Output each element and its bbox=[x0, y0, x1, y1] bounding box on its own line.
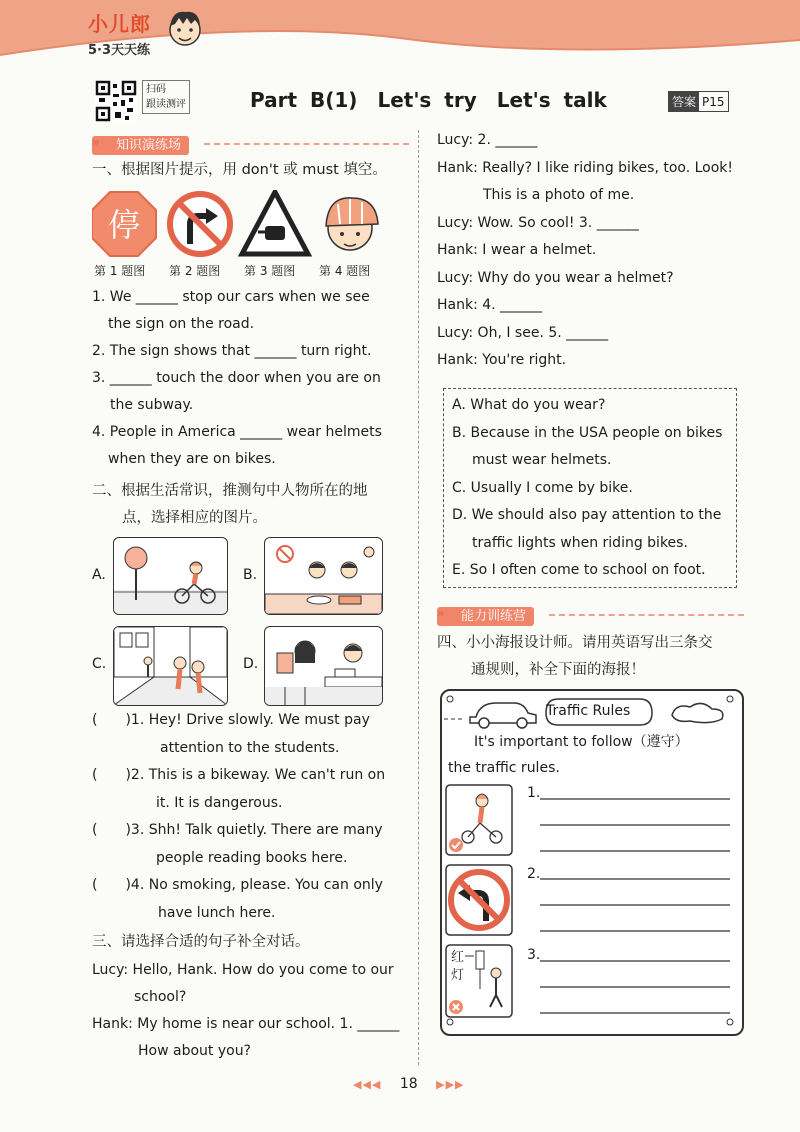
option-e: E. So I often come to school on foot. bbox=[452, 562, 706, 578]
dialog-left bbox=[92, 957, 402, 1065]
page-title: Part B(1) Let's try Let's talk bbox=[250, 88, 607, 112]
sign-caption: 第 3 题图 bbox=[244, 264, 296, 278]
poster-intro-line1: It's important to follow（遵守） bbox=[474, 734, 689, 750]
list-item: 2. The sign shows that ______ turn right. bbox=[92, 343, 372, 359]
stop-sign-char: 停 bbox=[107, 206, 141, 244]
list-item: ( )2. This is a bikeway. We can't run on bbox=[92, 767, 386, 783]
cloud-icon bbox=[672, 703, 723, 722]
answer-page: P15 bbox=[702, 95, 725, 109]
pic-label-a: A. bbox=[92, 567, 106, 583]
option-c: C. Usually I come by bike. bbox=[452, 479, 633, 496]
sign-caption: 第 1 题图 bbox=[94, 264, 146, 278]
qr-label-line2: 跟读测评 bbox=[146, 99, 186, 110]
rule-number-1: 1. bbox=[527, 785, 541, 801]
list-item: ( )1. Hey! Drive slowly. We must pay bbox=[92, 712, 370, 728]
no-left-turn-picture bbox=[446, 865, 512, 935]
dialog-line: Lucy: Why do you wear a helmet? bbox=[437, 269, 674, 286]
section-title: 能力训练营 bbox=[437, 607, 534, 626]
list-item: 3. ______ touch the door when you are on bbox=[92, 370, 381, 386]
question-4-title-line2: 通规则，补全下面的海报！ bbox=[471, 662, 645, 678]
list-item: 4. People in America ______ wear helmets bbox=[92, 424, 382, 440]
page-footer bbox=[353, 1076, 465, 1092]
picture-d bbox=[264, 626, 383, 706]
list-item-cont: the sign on the road. bbox=[108, 316, 255, 332]
dialog-line: Hank: 4. ______ bbox=[437, 297, 543, 313]
option-d: D. We should also pay attention to the bbox=[452, 507, 722, 523]
sign-caption-row bbox=[94, 262, 394, 279]
option-b: B. Because in the USA people on bikes bbox=[452, 424, 723, 441]
qr-label-line1: 扫码 bbox=[146, 84, 166, 95]
option-a: A. What do you wear? bbox=[452, 397, 606, 413]
question-2-list bbox=[92, 707, 402, 927]
option-d-cont: traffic lights when riding bikes. bbox=[472, 534, 688, 551]
warning-hand-icon bbox=[242, 192, 308, 254]
pic-label-b: B. bbox=[243, 567, 258, 583]
options-box bbox=[443, 388, 737, 588]
no-right-turn-icon bbox=[170, 194, 230, 254]
pic-label-d: D. bbox=[243, 656, 259, 672]
column-divider bbox=[418, 130, 419, 1065]
next-arrows-icon: ▶▶▶ bbox=[436, 1078, 465, 1091]
section-header-ability bbox=[437, 605, 747, 624]
dialog-line: Lucy: Hello, Hank. How do you come to our bbox=[92, 962, 394, 978]
question-2-title-line2: 点，选择相应的图片。 bbox=[122, 510, 267, 526]
list-item-cont: it. It is dangerous. bbox=[156, 794, 283, 811]
section-title: 知识演练场 bbox=[92, 136, 189, 155]
section-rule bbox=[204, 143, 409, 145]
list-item: ( )3. Shh! Talk quietly. There are many bbox=[92, 822, 383, 838]
section-rule bbox=[549, 614, 744, 616]
dialog-line-cont: This is a photo of me. bbox=[483, 187, 635, 203]
rule-number-2: 2. bbox=[527, 866, 541, 882]
question-4-title-line1: 四、小小海报设计师。请用英语写出三条交 bbox=[437, 635, 713, 651]
red-char: 红 bbox=[451, 950, 465, 965]
list-item-cont: when they are on bikes. bbox=[108, 451, 276, 467]
cyclist-picture bbox=[446, 785, 512, 855]
qr-code-icon[interactable] bbox=[95, 80, 137, 122]
sign-images bbox=[92, 190, 392, 260]
dialog-line: Hank: You're right. bbox=[437, 352, 567, 368]
car-icon bbox=[444, 703, 536, 728]
rule-number-3: 3. bbox=[527, 947, 541, 963]
list-item-cont: the subway. bbox=[110, 397, 194, 413]
dialog-line: Lucy: Oh, I see. 5. ______ bbox=[437, 324, 609, 341]
dialog-right bbox=[437, 127, 747, 375]
question-3-title: 三、请选择合适的句子补全对话。 bbox=[92, 934, 310, 950]
helmet-child-icon bbox=[326, 198, 378, 250]
double-chevron-icon: » bbox=[437, 606, 445, 620]
dialog-line: Lucy: 2. ______ bbox=[437, 132, 538, 148]
picture-b bbox=[264, 537, 383, 615]
sign-caption: 第 2 题图 bbox=[169, 264, 221, 278]
brand-logo bbox=[88, 8, 151, 58]
poster-intro-line2: the traffic rules. bbox=[448, 760, 560, 776]
mascot-icon bbox=[165, 6, 205, 56]
question-2-title bbox=[92, 478, 368, 532]
pic-label-c: C. bbox=[92, 656, 107, 672]
prev-arrows-icon: ◀◀◀ bbox=[353, 1078, 382, 1091]
picture-c bbox=[113, 626, 228, 706]
dialog-line: Lucy: Wow. So cool! 3. ______ bbox=[437, 214, 639, 231]
dialog-line-cont: school? bbox=[134, 989, 187, 1005]
answer-reference bbox=[668, 91, 729, 112]
double-chevron-icon: » bbox=[92, 135, 100, 149]
page-number: 18 bbox=[399, 1076, 418, 1092]
question-4-title bbox=[437, 630, 713, 684]
dialog-line: Hank: Really? I like riding bikes, too. Look! bbox=[437, 159, 734, 176]
question-1-title: 一、根据图片提示，用 don't 或 must 填空。 bbox=[92, 162, 387, 178]
qr-label bbox=[142, 80, 190, 114]
list-item-cont: attention to the students. bbox=[160, 739, 340, 756]
list-item: 1. We ______ stop our cars when we see bbox=[92, 289, 370, 305]
stop-sign-icon bbox=[92, 192, 156, 256]
list-item-cont: have lunch here. bbox=[158, 904, 276, 921]
light-char: 灯 bbox=[451, 968, 465, 983]
dialog-line: Hank: My home is near our school. 1. ______ bbox=[92, 1016, 400, 1032]
section-header-practice bbox=[92, 134, 412, 153]
logo-title: 小儿郎 bbox=[88, 12, 151, 36]
answer-label: 答案 bbox=[669, 92, 699, 111]
question-2-title-line1: 二、根据生活常识，推测句中人物所在的地 bbox=[92, 483, 368, 499]
dialog-line-cont: How about you? bbox=[138, 1043, 251, 1059]
red-light-picture bbox=[446, 945, 512, 1017]
question-1-list bbox=[92, 284, 397, 473]
logo-subtitle: 5·3天天练 bbox=[88, 43, 151, 58]
poster-title: Traffic Rules bbox=[546, 703, 631, 719]
sign-caption: 第 4 题图 bbox=[319, 264, 371, 278]
picture-a bbox=[113, 537, 228, 615]
list-item-cont: people reading books here. bbox=[156, 849, 348, 866]
option-b-cont: must wear helmets. bbox=[472, 452, 612, 468]
list-item: ( )4. No smoking, please. You can only bbox=[92, 877, 383, 893]
dialog-line: Hank: I wear a helmet. bbox=[437, 242, 597, 258]
